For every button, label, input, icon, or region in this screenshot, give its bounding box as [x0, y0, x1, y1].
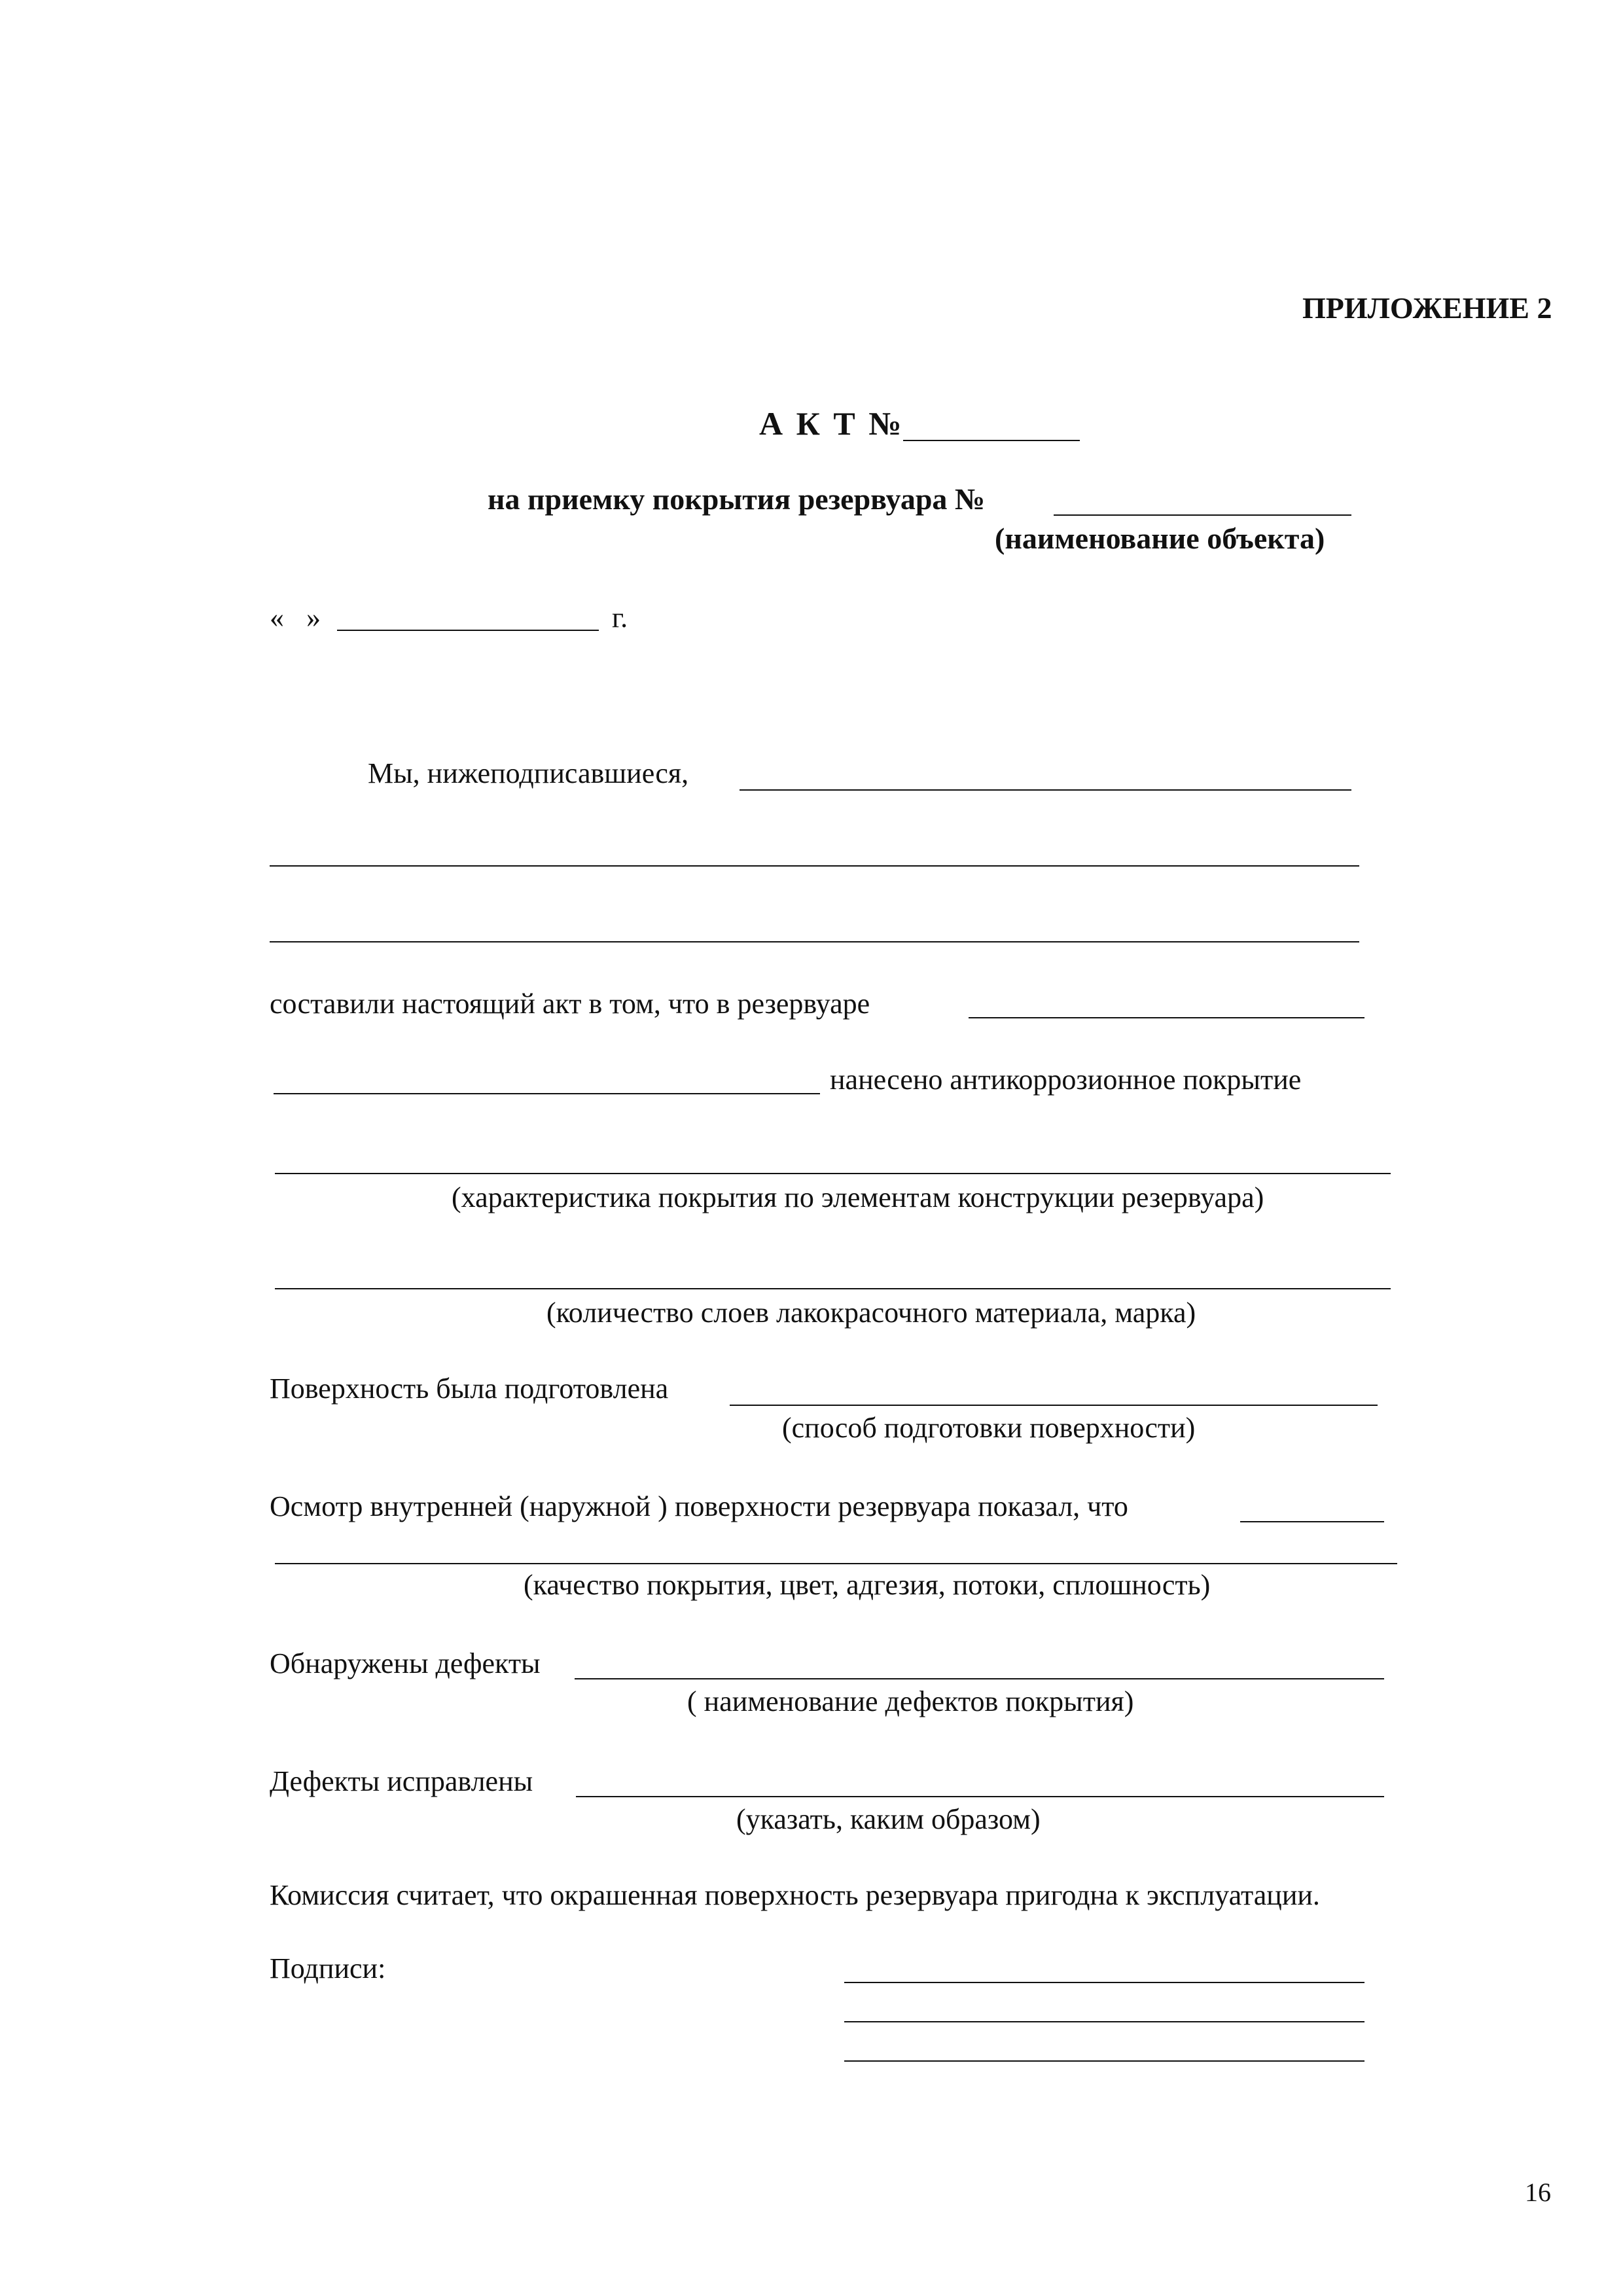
inspection-field-short[interactable] — [1240, 1521, 1384, 1522]
applied-text: нанесено антикоррозионное покрытие — [830, 1064, 1302, 1096]
date-field[interactable] — [337, 630, 599, 631]
signature-line-1[interactable] — [844, 1982, 1364, 1983]
characteristics-field[interactable] — [275, 1173, 1391, 1174]
signature-line-3[interactable] — [844, 2060, 1364, 2062]
act-subtitle: на приемку покрытия резервуара № — [488, 482, 986, 516]
act-title: А К Т № — [759, 405, 904, 442]
caption-layers: (количество слоев лакокрасочного материала, марка) — [546, 1297, 1196, 1329]
caption-fix: (указать, каким образом) — [736, 1803, 1041, 1835]
caption-defects: ( наименование дефектов покрытия) — [687, 1685, 1134, 1717]
caption-characteristics: (характеристика покрытия по элементам конструкции резервуара) — [452, 1181, 1264, 1213]
appendix-label: ПРИЛОЖЕНИЕ 2 — [1302, 291, 1552, 325]
caption-quality: (качество покрытия, цвет, адгезия, потоки, сплошность) — [524, 1569, 1211, 1601]
intro-text: Мы, нижеподписавшиеся, — [368, 757, 689, 789]
tank-number-field[interactable] — [1054, 514, 1351, 516]
participants-field-2[interactable] — [270, 865, 1359, 867]
fix-field[interactable] — [576, 1796, 1384, 1797]
defects-found-text: Обнаружены дефекты — [270, 1647, 541, 1679]
participants-field-3[interactable] — [270, 941, 1359, 942]
composed-text: составили настоящий акт в том, что в резервуаре — [270, 988, 870, 1020]
layers-field[interactable] — [275, 1288, 1391, 1289]
act-number-field[interactable] — [903, 440, 1080, 441]
object-name-caption: (наименование объекта) — [995, 522, 1325, 555]
participants-field-1[interactable] — [740, 789, 1351, 791]
signatures-label: Подписи: — [270, 1952, 386, 1984]
inspection-field[interactable] — [275, 1563, 1397, 1564]
defects-fixed-text: Дефекты исправлены — [270, 1765, 533, 1797]
tank-field[interactable] — [969, 1017, 1364, 1018]
signature-line-2[interactable] — [844, 2021, 1364, 2022]
surface-prepared-text: Поверхность была подготовлена — [270, 1372, 669, 1405]
date-quote-open: « — [270, 601, 284, 634]
inspection-text: Осмотр внутренней (наружной ) поверхности резервуара показал, что — [270, 1490, 1128, 1522]
preparation-field[interactable] — [730, 1405, 1378, 1406]
date-quote-close: » — [306, 601, 321, 634]
defects-field[interactable] — [575, 1678, 1384, 1679]
conclusion-text: Комиссия считает, что окрашенная поверхность резервуара пригодна к эксплуатации. — [270, 1879, 1320, 1911]
caption-preparation: (способ подготовки поверхности) — [782, 1412, 1196, 1444]
date-year-suffix: г. — [612, 601, 628, 634]
coating-place-field[interactable] — [274, 1093, 820, 1094]
page-number: 16 — [1525, 2178, 1551, 2207]
